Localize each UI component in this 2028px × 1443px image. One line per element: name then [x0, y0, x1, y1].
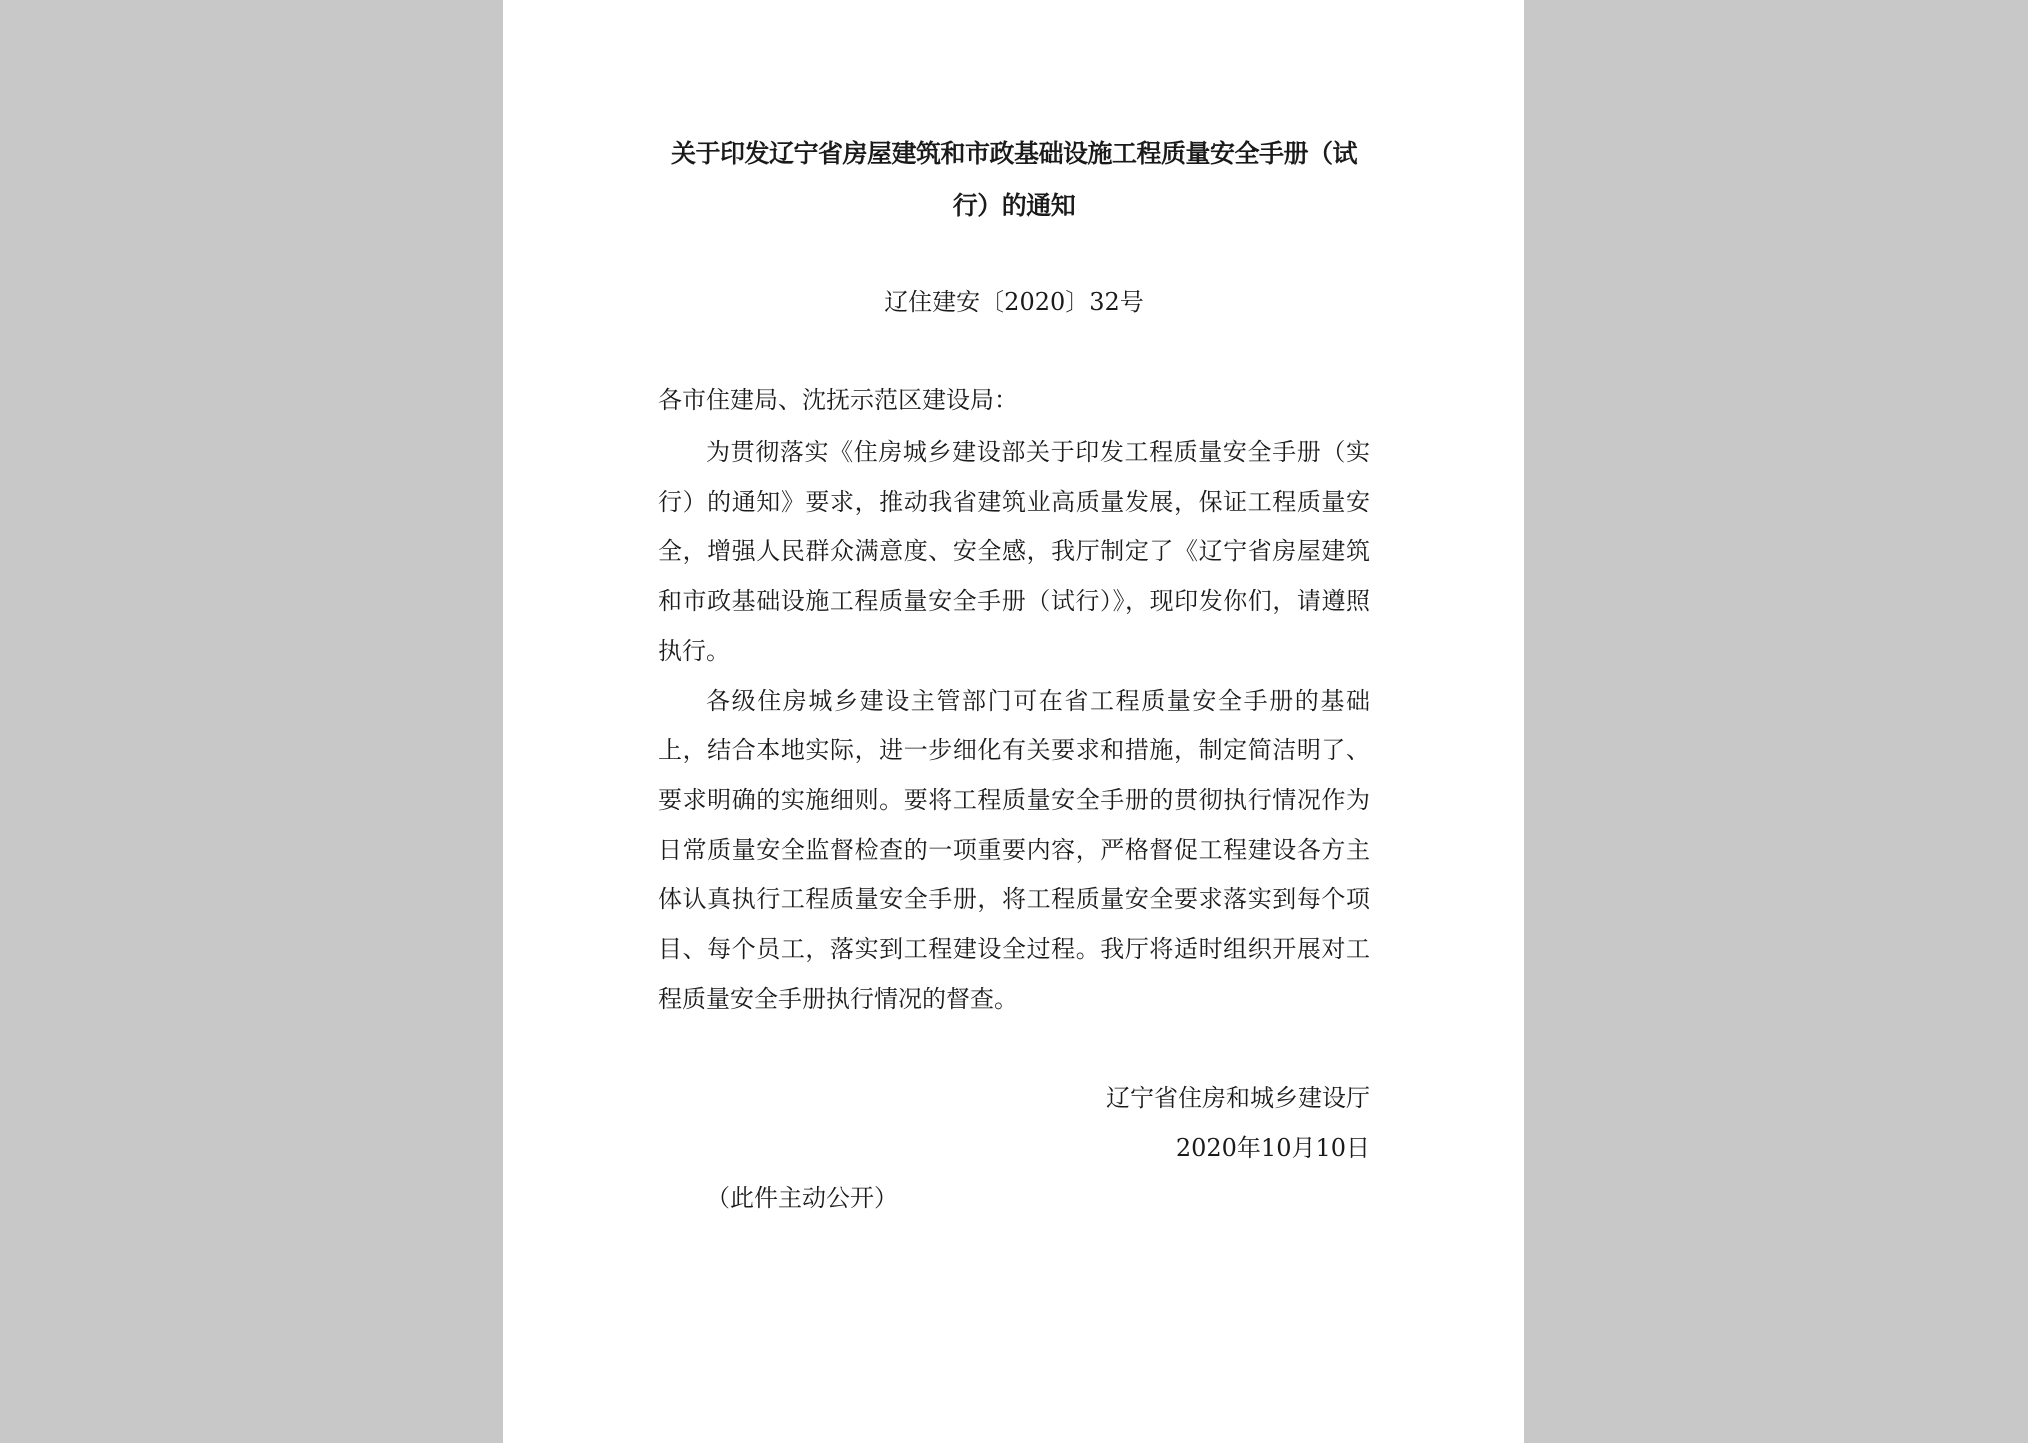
- paragraph-1: 为贯彻落实《住房城乡建设部关于印发工程质量安全手册（实行）的通知》要求，推动我省建筑业高质量发展，保证工程质量安全，增强人民群众满意度、安全感，我厅制定了《辽宁省房屋建筑和市政基础设施工程质量安全手册（试行）》，现印发你们，请遵照执行。: [658, 438, 1370, 665]
- salutation: 各市住建局、沈抚示范区建设局：: [658, 386, 1018, 414]
- document-page: [503, 0, 1524, 1443]
- issue-date: 2020年10月10日: [1175, 1134, 1370, 1162]
- issuer: 辽宁省住房和城乡建设厅: [1106, 1084, 1370, 1112]
- disclosure-note: （此件主动公开）: [706, 1184, 898, 1212]
- document-number: 辽住建安〔2020〕32号: [884, 288, 1144, 316]
- paragraph-2: 各级住房城乡建设主管部门可在省工程质量安全手册的基础上，结合本地实际，进一步细化有关要求和措施，制定简洁明了、要求明确的实施细则。要将工程质量安全手册的贯彻执行情况作为日常质量安全监督检查的一项重要内容，严格督促工程建设各方主体认真执行工程质量安全手册，将工程质量安全要求落实到每个项目、每个员工，落实到工程建设全过程。我厅将适时组织开展对工程质量安全手册执行情况的督查。: [658, 686, 1370, 1013]
- document-title: 关于印发辽宁省房屋建筑和市政基础设施工程质量安全手册（试行）的通知: [670, 139, 1357, 220]
- document-body: [658, 428, 1370, 1024]
